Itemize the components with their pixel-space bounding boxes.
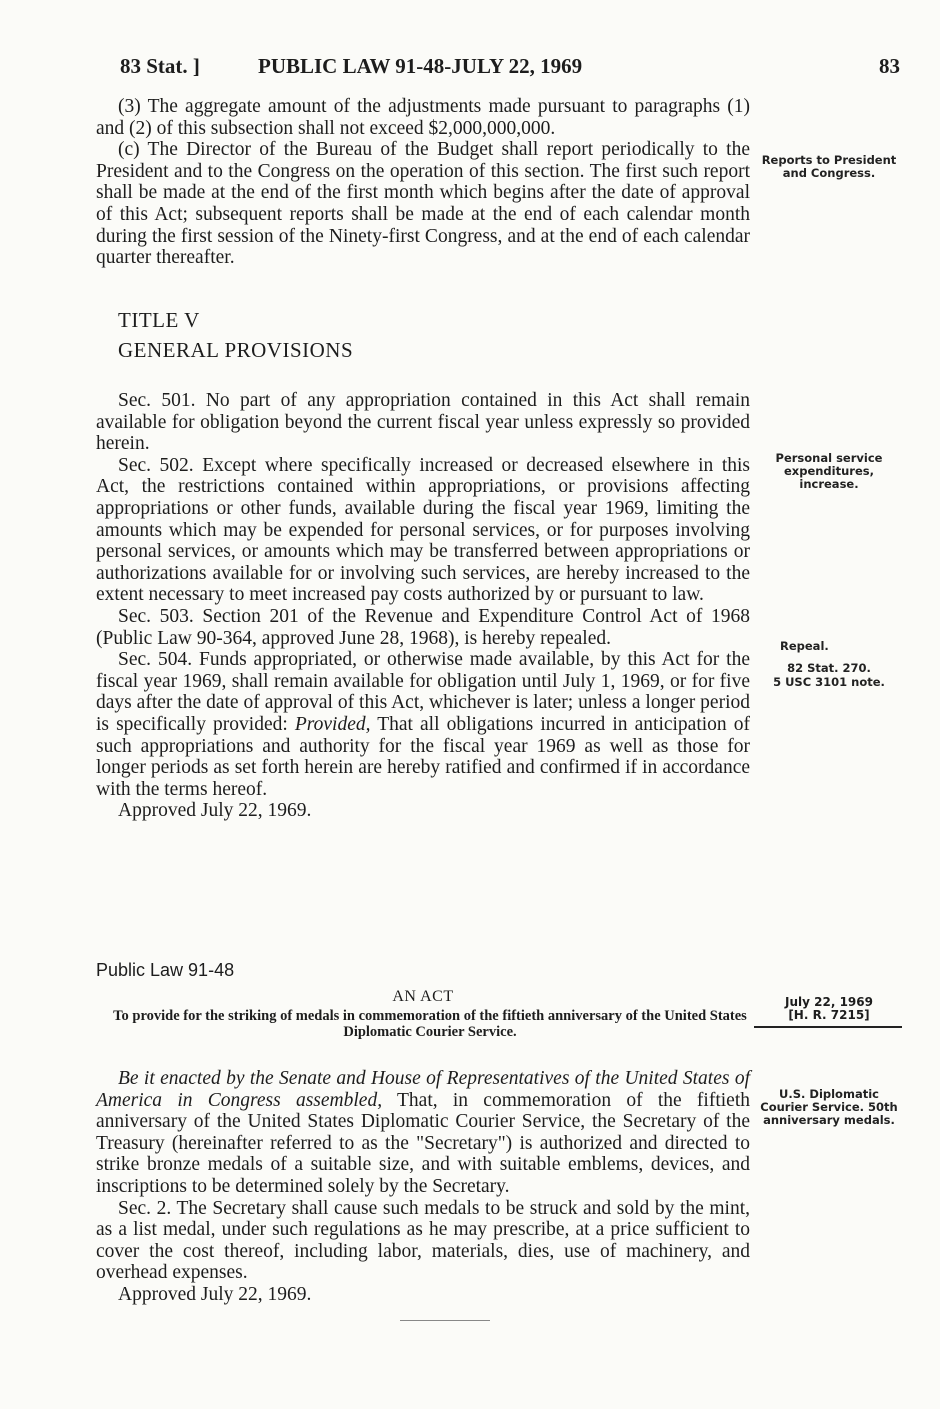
header-page-number: 83 [879,54,900,78]
closing-rule [400,1320,490,1321]
citation-rule [754,1026,902,1028]
paragraph-3: (3) The aggregate amount of the adjustments made pursuant to paragraphs (1) and (2) of this subsection shall not exceed $2,000,000,000. [96,96,750,139]
act-purpose: To provide for the striking of medals in commemoration of the fiftieth anniversary of the United States Diplomatic Courier Service. [113,1008,747,1040]
section-501: Sec. 501. No part of any appropriation contained in this Act shall remain available for obligation beyond the current fiscal year unless expressly so provided herein. [96,390,750,455]
title-subheading: GENERAL PROVISIONS [118,337,354,362]
enacting-text: That, in commemoration of the fiftieth anniversary of the United States Diplomatic Courier Service, the Secretary of the Treasury (hereinafter referred to as the "Secretary") is authorized and directed to strike bronze medals of a suitable size, and with suitable emblems, devices, and inscriptions to be determined solely by the Secretary. [96,1089,750,1197]
section-2: Sec. 2. The Secretary shall cause such medals to be struck and sold by the mint, as a list medal, under such regulations as he may prescribe, at a price sufficient to cover the cost thereof, including labor, materials, dies, use of machinery, and overhead expenses. [96,1197,750,1284]
section-502: Sec. 502. Except where specifically increased or decreased elsewhere in this Act, the restrictions contained within appropriations, or provisions affecting appropriations or other funds, available during the fiscal year 1969, limiting the amounts which may be expended for personal services, or for purposes involving personal services, or amounts which may be transferred between appropriations or authorizations available for or involving such services, are hereby increased to the extent necessary to meet increased pay costs authorized by or pursuant to law. [96,454,750,606]
margin-note-personal-service: Personal service expenditures, increase. [775,451,883,491]
section-504 [96,649,750,800]
paragraph-c: (c) The Director of the Bureau of the Budget shall report periodically to the President and to the Congress on the operation of this section. The first such report shall be made at the end of the first month which begins after the date of approval of this Act; subsequent reports shall be made at the end of each calendar month during the first session of the Ninety-first Congress, and at the end of each calendar quarter thereafter. [96,139,750,269]
public-law-number: Public Law 91-48 [96,960,235,980]
enacting-clause [96,1068,750,1198]
page-header [120,54,900,82]
margin-cite-usc: 5 USC 3101 note. [773,675,885,689]
title-block [96,310,750,361]
medal-act-body [96,1068,750,1306]
provided-keyword: Provided, [294,713,371,735]
approval-date-1: Approved July 22, 1969. [118,800,312,822]
enacting-formula: Be it enacted by the Senate and House of Representatives of the United States of America in Congress assembled, [96,1068,750,1111]
margin-note-repeal: Repeal. [780,639,829,653]
general-provisions [96,390,750,822]
approval-date-2: Approved July 22, 1969. [118,1283,312,1305]
header-title: PUBLIC LAW 91-48-JULY 22, 1969 [258,54,583,78]
section-504-text-a: Sec. 504. Funds appropriated, or otherwise made available, by this Act for the fiscal year 1969, shall remain available for obligation until July 1, 1969, or for five days after the date of approval of this Act, whichever is later; unless a longer period is specifically provided: [96,649,750,735]
section-503: Sec. 503. Section 201 of the Revenue and Expenditure Control Act of 1968 (Public Law 90-364, approved June 28, 1968), is hereby repealed. [96,605,750,649]
an-act-heading: AN ACT [392,988,454,1005]
title-heading: TITLE V [118,308,200,332]
margin-note-courier: U.S. Diplomatic Courier Service. 50th anniversary medals. [760,1087,898,1127]
bill-number: [H. R. 7215] [788,1008,870,1022]
section-c-continuation [96,96,750,269]
enactment-citation [754,996,904,1022]
enactment-date: July 22, 1969 [785,995,873,1009]
header-volume: 83 Stat. ] [120,54,200,78]
section-504-text-b: That all obligations incurred in anticipation of such appropriations and authority for the fiscal year 1969 as well as those for longer periods as set forth herein are hereby ratified and confirmed if in accordance with the terms hereof. [96,713,750,800]
margin-note-reports: Reports to President and Congress. [761,153,897,180]
margin-cite-stat: 82 Stat. 270. [787,661,871,675]
